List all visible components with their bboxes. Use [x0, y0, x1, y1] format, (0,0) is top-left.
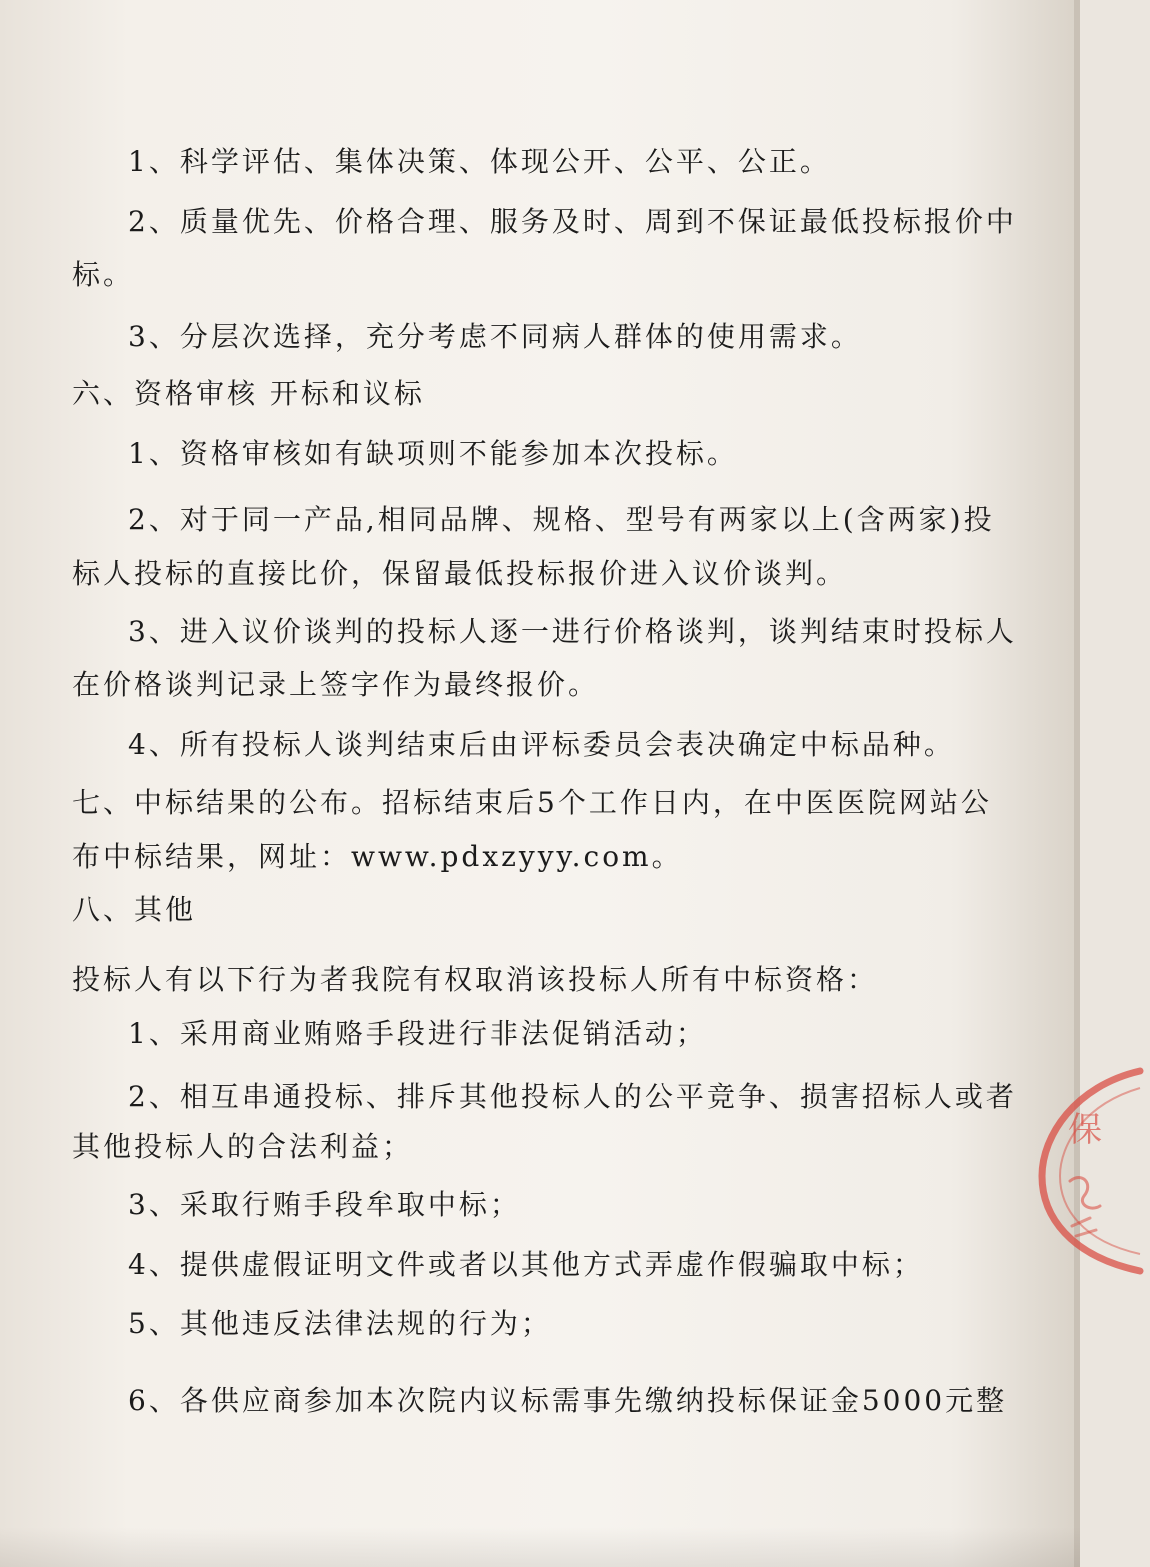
section-6-item-1: 1、资格审核如有缺项则不能参加本次投标。 — [128, 437, 738, 470]
section-heading-8: 八、其他 — [72, 893, 197, 926]
seal-character: 保 — [1068, 1110, 1102, 1150]
criteria-item-3: 3、分层次选择，充分考虑不同病人群体的使用需求。 — [128, 320, 862, 353]
paper-bottom-shadow — [0, 1527, 1080, 1567]
section-heading-7: 七、中标结果的公布。招标结束后5个工作日内，在中医医院网站公 — [72, 786, 992, 819]
section-heading-6: 六、资格审核 开标和议标 — [72, 377, 425, 410]
section-6-item-2: 2、对于同一产品,相同品牌、规格、型号有两家以上(含两家)投 — [128, 503, 995, 536]
section-8-item-6: 6、各供应商参加本次院内议标需事先缴纳投标保证金5000元整 — [128, 1384, 1008, 1417]
section-6-item-3: 3、进入议价谈判的投标人逐一进行价格谈判，谈判结束时投标人 — [128, 615, 1017, 648]
criteria-item-2-cont: 标。 — [72, 258, 135, 291]
section-8-item-3: 3、采取行贿手段牟取中标； — [128, 1188, 521, 1221]
section-8-item-1: 1、采用商业贿赂手段进行非法促销活动； — [128, 1017, 707, 1050]
criteria-item-1: 1、科学评估、集体决策、体现公开、公平、公正。 — [128, 145, 831, 178]
red-seal-stamp — [1030, 1066, 1150, 1276]
section-6-item-3-cont: 在价格谈判记录上签字作为最终报价。 — [72, 668, 600, 701]
section-8-item-2-cont: 其他投标人的合法利益； — [72, 1130, 414, 1163]
criteria-item-2: 2、质量优先、价格合理、服务及时、周到不保证最低投标报价中 — [128, 205, 1017, 238]
section-6-item-2-cont: 标人投标的直接比价，保留最低投标报价进入议价谈判。 — [72, 557, 848, 590]
section-8-item-5: 5、其他违反法律法规的行为； — [128, 1307, 552, 1340]
section-7-cont: 布中标结果，网址：www.pdxzyyy.com。 — [72, 840, 683, 873]
section-8-item-4: 4、提供虚假证明文件或者以其他方式弄虚作假骗取中标； — [128, 1248, 924, 1281]
section-8-intro: 投标人有以下行为者我院有权取消该投标人所有中标资格： — [72, 963, 879, 996]
section-8-item-2: 2、相互串通投标、排斥其他投标人的公平竞争、损害招标人或者 — [128, 1080, 1017, 1113]
paper-edge-shadow — [1074, 0, 1080, 1567]
section-6-item-4: 4、所有投标人谈判结束后由评标委员会表决确定中标品种。 — [128, 728, 955, 761]
